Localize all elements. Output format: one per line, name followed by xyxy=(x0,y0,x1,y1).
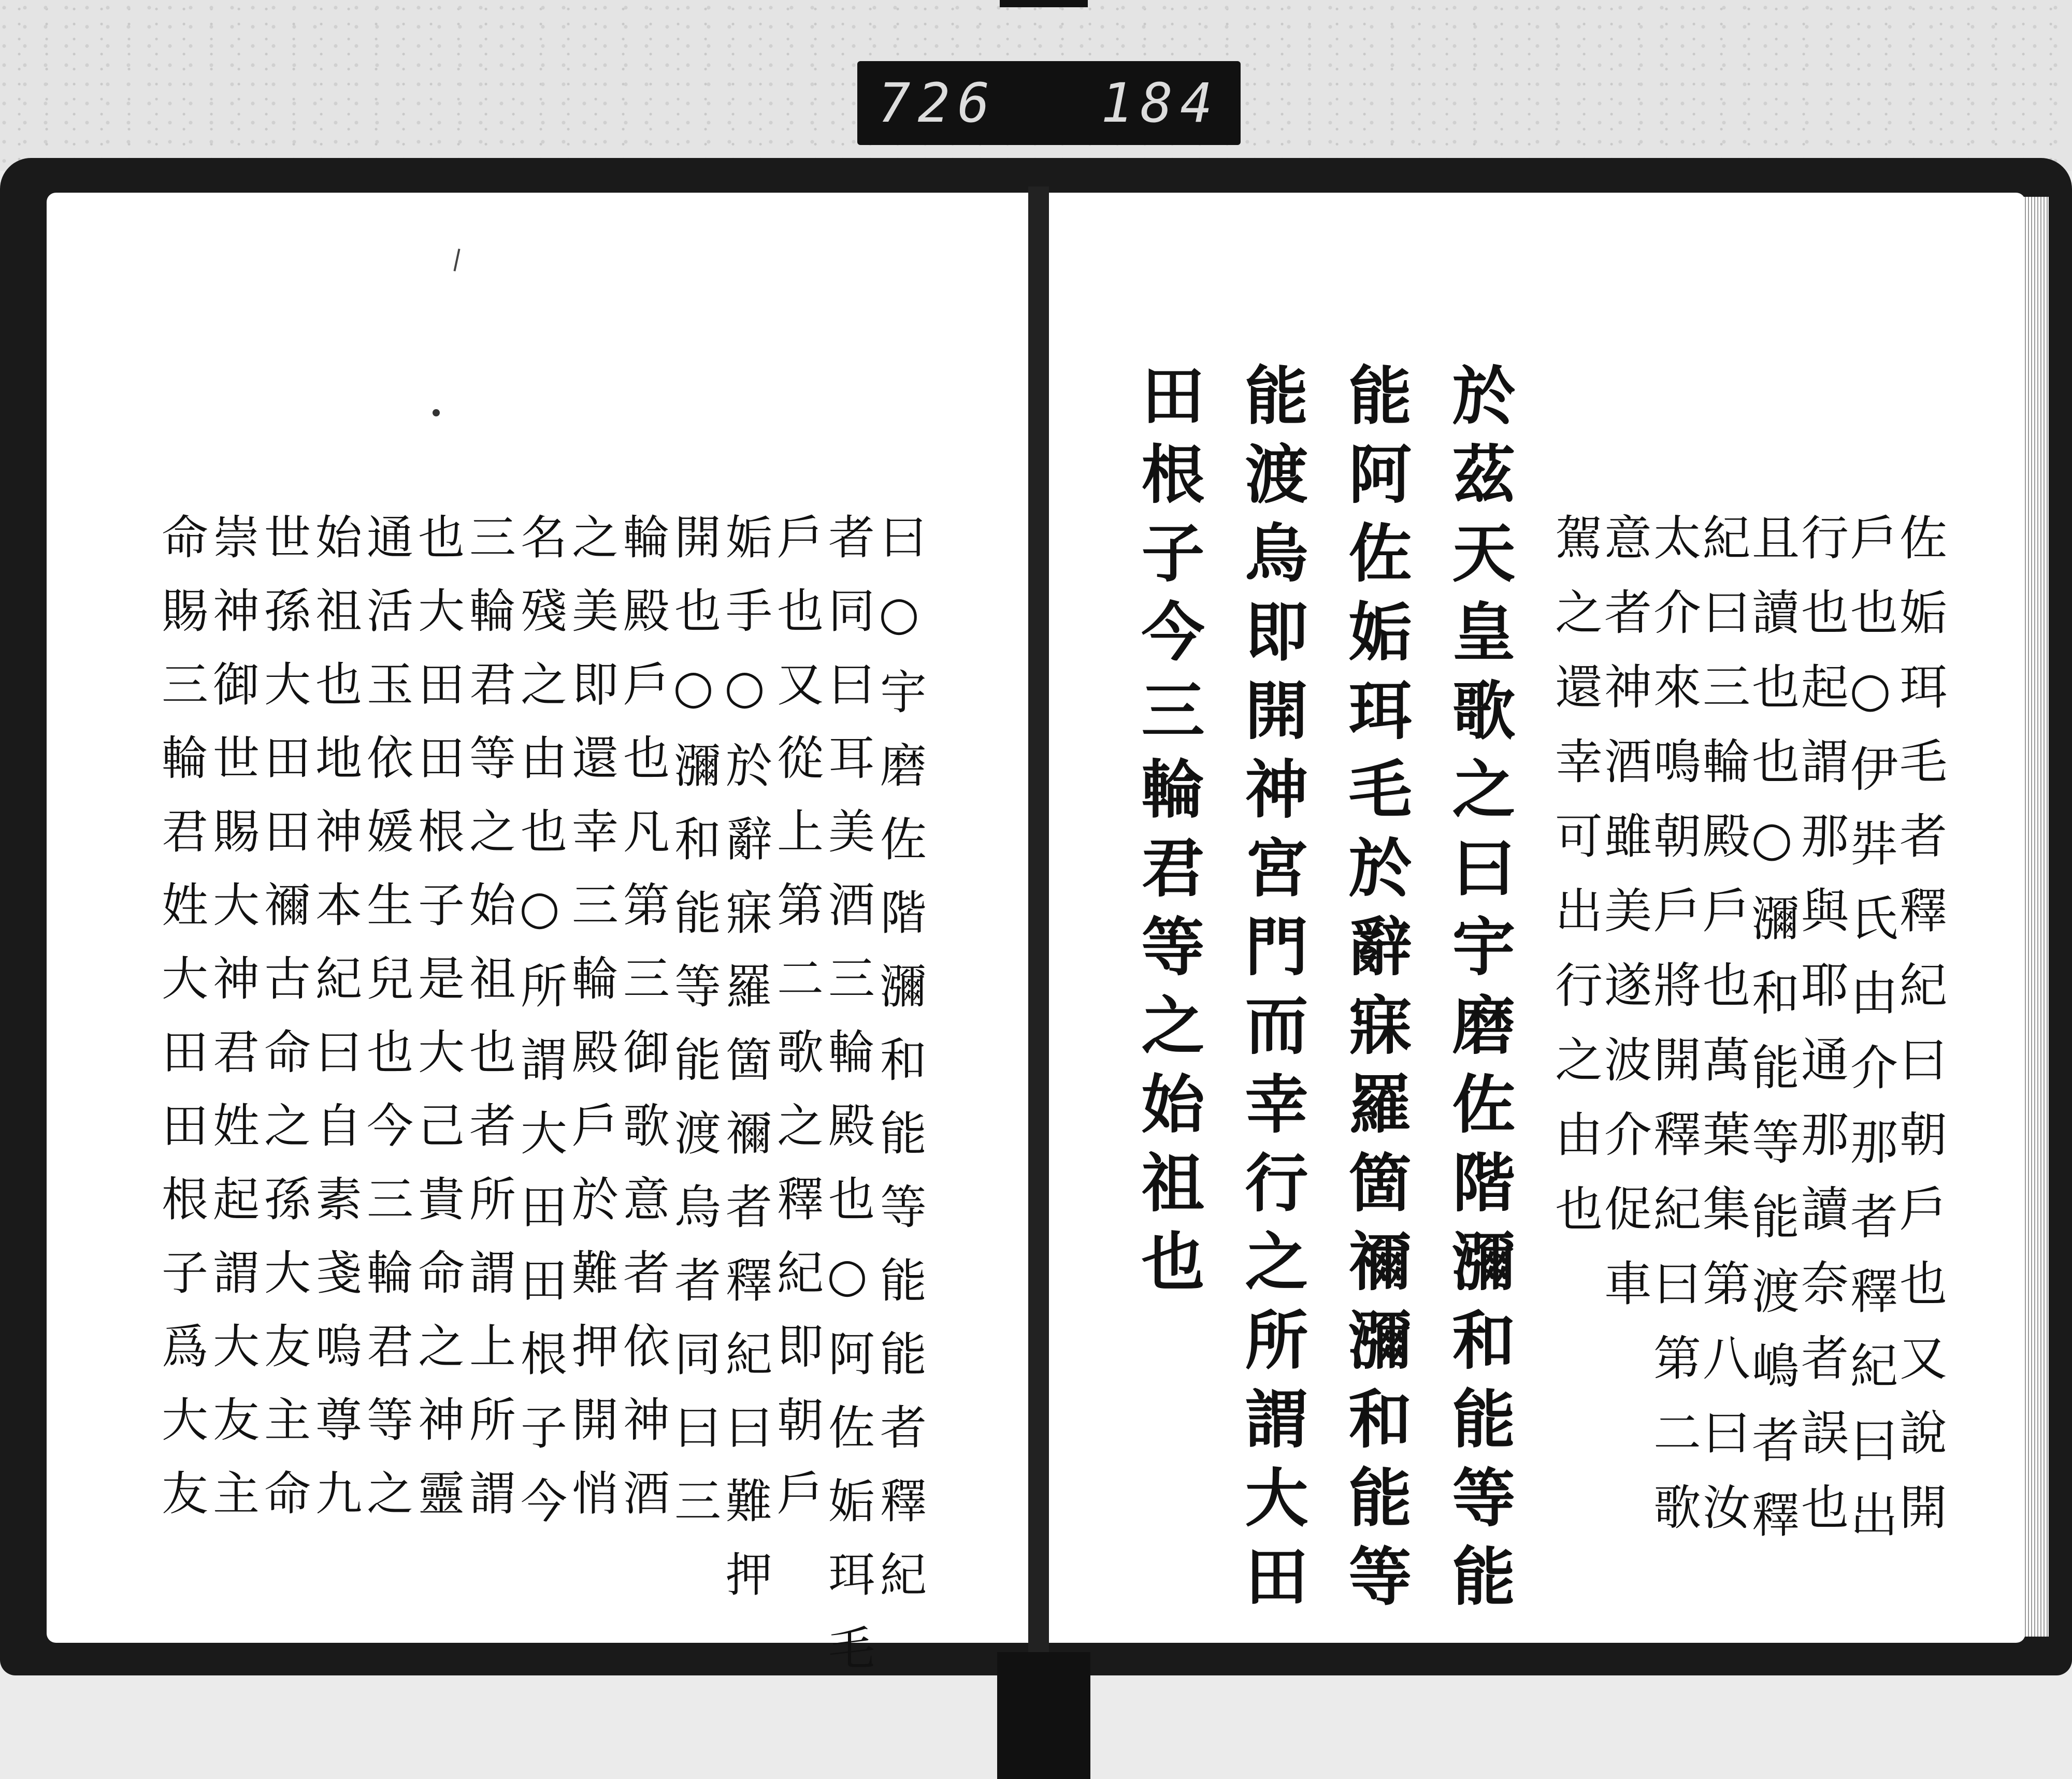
left-column-3: 戶也又從上第二歌之釋紀即朝戶 xyxy=(769,513,823,1542)
right-note-column-3: 行也起謂那與耶通那讀奈者誤也 xyxy=(1793,513,1849,1557)
left-column-11: 通活玉依媛生兒也今三輪君等之 xyxy=(358,513,413,1542)
archive-label xyxy=(857,61,1241,145)
left-column-10: 也大田田根子是大己貴命之神靈 xyxy=(410,513,464,1542)
left-column-14: 崇神御世賜大神君姓起謂大友主 xyxy=(205,513,259,1542)
right-note-column-8: 駕之還幸可出行之由也 xyxy=(1547,513,1603,1259)
left-column-13: 世孫大田田禰古命之孫大友主命 xyxy=(256,513,310,1542)
label-left-number: 726 xyxy=(878,71,997,135)
left-column-9: 三輪君等之始祖也者所謂上所謂 xyxy=(461,513,515,1542)
left-column-15: 命賜三輪君姓大田田根子爲大友 xyxy=(153,513,208,1542)
spine-bottom-tab xyxy=(997,1652,1090,1779)
right-main-column-1: 於茲天皇歌之曰宇磨佐階瀰和能等能 xyxy=(1442,363,1516,1622)
left-column-8: 名殘之由也○所謂大田田根子今 xyxy=(512,513,567,1550)
ink-dot xyxy=(433,409,440,416)
right-note-column-6: 太介來鳴朝戶將開釋紀曰第二歌 xyxy=(1646,513,1701,1557)
page-edges xyxy=(2023,197,2049,1637)
left-column-1: 曰○宇磨佐階瀰和能等能能者釋紀 xyxy=(872,513,926,1624)
right-note-column-7: 意者神酒雖美遂波介促車 xyxy=(1596,513,1652,1333)
right-main-column-4: 田根子今三輪君等之始祖也 xyxy=(1131,363,1205,1307)
left-column-4: 姤手○於辭寐羅箇禰者釋紀曰難押 xyxy=(717,513,772,1624)
right-note-column-5: 紀曰三輪殿戶也萬葉集第八曰汝 xyxy=(1695,513,1750,1557)
right-note-column-2: 戶也○伊弉氏由介那者釋紀曰出 xyxy=(1843,513,1898,1565)
label-right-number: 184 xyxy=(1101,71,1220,135)
right-main-column-2: 能阿佐姤珥毛於辭寐羅箇禰瀰和能等 xyxy=(1338,363,1413,1622)
left-column-2: 者同曰耳美酒三輪殿也○阿佐姤珥毛 xyxy=(820,513,874,1697)
right-note-column-1: 佐姤珥毛者釋紀曰朝戶也又說開 xyxy=(1892,513,1947,1557)
left-column-12: 始祖也地神本紀曰自素戔嗚尊九 xyxy=(307,513,362,1542)
left-column-5: 開也○瀰和能等能渡烏者同曰三 xyxy=(666,513,721,1550)
left-column-7: 之美即還幸三輪殿戶於難押開悄 xyxy=(564,513,618,1542)
book-gutter xyxy=(1028,186,1049,1652)
right-main-column-3: 能渡烏即開神宮門而幸行之所謂大田 xyxy=(1234,363,1309,1622)
right-note-column-4: 且讀也也○瀰和能等能渡嶋者釋 xyxy=(1744,513,1800,1565)
left-column-6: 輪殿戶也凡第三御歌意者依神酒 xyxy=(615,513,669,1542)
spine-top-tab xyxy=(1000,0,1088,7)
